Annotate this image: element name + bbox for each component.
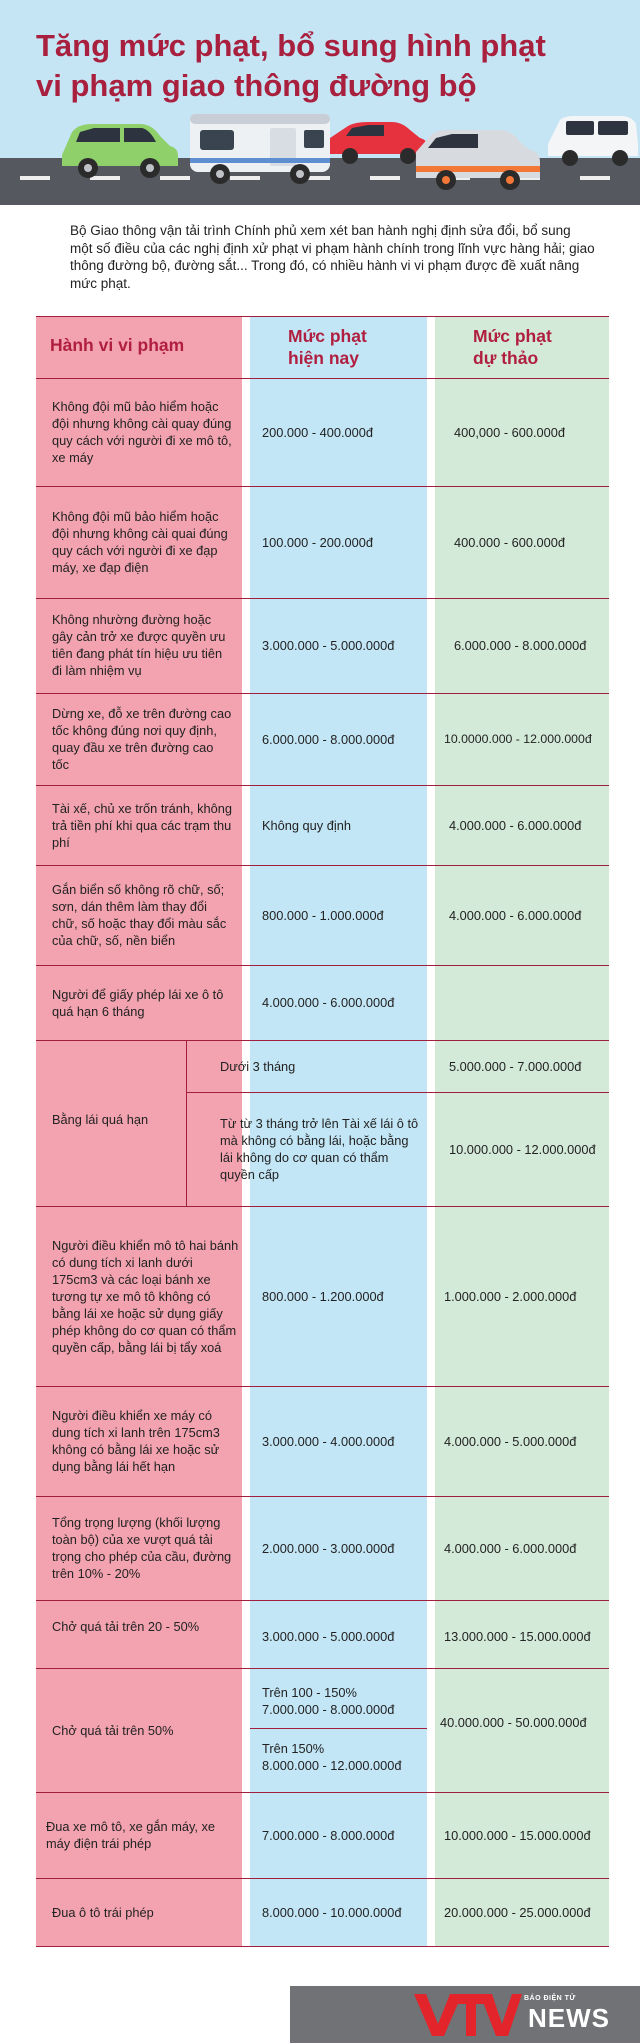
table-row-2-violation: Không đội mũ bảo hiểm hoặc đội nhưng không cài quai đúng quy cách với người đi xe đạp máy, xe đạp điện (52, 509, 228, 575)
table-row-5-draft: 4.000.000 - 6.000.000đ (449, 817, 582, 833)
title-line-1: Tăng mức phạt, bổ sung hình phạt (36, 28, 546, 63)
vtv-logo-icon (412, 1990, 522, 2040)
table-row-1-current: 200.000 - 400.000đ (262, 424, 374, 440)
rule (186, 1092, 609, 1093)
table-row-15-draft: 20.000.000 - 25.000.000đ (444, 1904, 591, 1920)
table-row-6-draft: 4.000.000 - 6.000.000đ (449, 907, 582, 923)
red-car-icon (330, 122, 428, 164)
rule (36, 1792, 609, 1793)
rule (36, 1878, 609, 1879)
title-line-2: vi phạm giao thông đường bộ (36, 68, 477, 103)
table-row-license-sub2-condition: Từ từ 3 tháng trở lên Tài xế lái ô tô mà không có bằng lái, hoặc bằng lái không do cơ quan có thẩm quyền cấp (220, 1116, 419, 1182)
table-row-overload-sub2: Trên 150% 8.000.000 - 12.000.000đ (262, 1741, 402, 1773)
table-row-10-violation: Người điều khiển xe máy có dung tích xi lanh trên 175cm3 không có bằng lái xe hoặc sử dụng bằng lái hết hạn (52, 1408, 220, 1474)
header-draft-fine: Mức phạt dự thảo (473, 326, 552, 368)
table-row-10-current: 3.000.000 - 4.000.000đ (262, 1433, 395, 1449)
table-row-2-draft: 400.000 - 600.000đ (454, 534, 566, 550)
table-row-6-violation: Gắn biển số không rõ chữ, số; sơn, dán thêm làm thay đổi chữ, số hoặc thay đổi màu sắc của chữ, số, nền biển (52, 882, 227, 948)
table-row-7-violation: Người để giấy phép lái xe ô tô quá hạn 6 tháng (52, 986, 224, 1019)
table-row-12-current: 3.000.000 - 5.000.000đ (262, 1628, 395, 1644)
table-row-2-current: 100.000 - 200.000đ (262, 534, 374, 550)
table-row-5-violation: Tài xế, chủ xe trốn tránh, không trả tiền phí khi qua các trạm thu phí (52, 800, 232, 850)
rule (36, 1496, 609, 1497)
table-row-3-draft: 6.000.000 - 8.000.000đ (454, 637, 587, 653)
table-row-14-current: 7.000.000 - 8.000.000đ (262, 1827, 395, 1843)
rule (36, 1946, 609, 1947)
table-row-5-current: Không quy định (262, 817, 351, 833)
rule (36, 1386, 609, 1387)
intro-paragraph: Bộ Giao thông vận tải trình Chính phủ xem xét ban hành nghị định sửa đổi, bổ sung một số điều của các nghị định xử phạt vi phạm hành chính trong lĩnh vực hàng hải; giao thông đường bộ, đường sắt... Trong đó, có nhiều hành vi vi phạm được đề xuất nâng mức phạt. (70, 223, 595, 291)
hero-banner (0, 0, 640, 205)
rule (186, 1040, 187, 1206)
table-row-1-draft: 400,000 - 600.000đ (454, 424, 566, 440)
table-row-4-draft: 10.0000.000 - 12.000.000đ (444, 731, 592, 746)
table-row-12-violation: Chở quá tải trên 20 - 50% (52, 1618, 200, 1634)
table-row-15-violation: Đua ô tô trái phép (52, 1904, 154, 1920)
rule (36, 865, 609, 866)
table-row-9-draft: 1.000.000 - 2.000.000đ (444, 1288, 577, 1304)
table-row-14-draft: 10.000.000 - 15.000.000đ (444, 1827, 591, 1843)
rule (250, 1728, 427, 1729)
footer-small-text: BÁO ĐIỆN TỬ (524, 1995, 576, 2002)
table-row-12-draft: 13.000.000 - 15.000.000đ (444, 1628, 591, 1644)
footer-news-text: NEWS (528, 2003, 610, 2033)
rule (36, 965, 609, 966)
header-violation: Hành vi vi phạm (50, 335, 185, 355)
table-row-4-current: 6.000.000 - 8.000.000đ (262, 731, 395, 747)
page-title (36, 26, 616, 106)
rule (36, 1206, 609, 1207)
table-row-license-violation: Bằng lái quá hạn (52, 1111, 149, 1127)
table-row-4-violation: Dừng xe, đỗ xe trên đường cao tốc không đúng nơi quy định, quay đầu xe trên đường cao tốc (52, 706, 232, 772)
rule (36, 1668, 609, 1669)
table-row-11-draft: 4.000.000 - 6.000.000đ (444, 1540, 577, 1556)
table-row-3-current: 3.000.000 - 5.000.000đ (262, 637, 395, 653)
table-row-overload-draft: 40.000.000 - 50.000.000đ (440, 1714, 587, 1730)
road-illustration (0, 110, 640, 205)
rule (36, 785, 609, 786)
table-row-1-violation: Không đội mũ bảo hiểm hoặc đội nhưng không cài quay đúng quy cách với người đi xe mô tô, xe máy (52, 399, 232, 465)
table-row-14-violation: Đua xe mô tô, xe gắn máy, xe máy điện trái phép (46, 1819, 216, 1851)
table-row-license-sub2-draft: 10.000.000 - 12.000.000đ (449, 1141, 596, 1157)
table-row-overload-violation: Chở quá tải trên 50% (52, 1722, 174, 1738)
rule (36, 486, 609, 487)
rule (36, 378, 609, 379)
table-row-overload-sub1: Trên 100 - 150% 7.000.000 - 8.000.000đ (262, 1685, 395, 1717)
rule (36, 693, 609, 694)
table-row-10-draft: 4.000.000 - 5.000.000đ (444, 1433, 577, 1449)
rule (36, 316, 609, 317)
table-row-6-current: 800.000 - 1.000.000đ (262, 907, 384, 923)
table-row-license-sub1-condition: Dưới 3 tháng (220, 1058, 296, 1074)
table-row-9-current: 800.000 - 1.200.000đ (262, 1288, 384, 1304)
header-current-fine: Mức phạt hiện nay (288, 326, 367, 368)
table-row-11-current: 2.000.000 - 3.000.000đ (262, 1540, 395, 1556)
table-row-7-draft (449, 969, 609, 1036)
table-row-7-current: 4.000.000 - 6.000.000đ (262, 995, 395, 1010)
rule (36, 598, 609, 599)
rule (36, 1040, 609, 1041)
table-row-license-sub1-draft: 5.000.000 - 7.000.000đ (449, 1058, 582, 1074)
table-row-11-violation: Tổng trọng lượng (khối lượng toàn bộ) của xe vượt quá tải trọng cho phép của cầu, đường trên 10% - 20% (52, 1515, 232, 1581)
rule (36, 1600, 609, 1601)
table-row-3-violation: Không nhường đường hoặc gây cản trở xe được quyền ưu tiên đang phát tín hiệu ưu tiên đi làm nhiệm vụ (52, 612, 226, 678)
table-row-15-current: 8.000.000 - 10.000.000đ (262, 1904, 402, 1920)
table-row-9-violation: Người điều khiển mô tô hai bánh có dung tích xi lanh dưới 175cm3 và các loại bánh xe tương tự xe mô tô không có bằng lái xe hoặc sử dụng giấy phép không do cơ quan có thẩm quyền cấp, bằng lái bị tẩy xoá (52, 1237, 239, 1355)
